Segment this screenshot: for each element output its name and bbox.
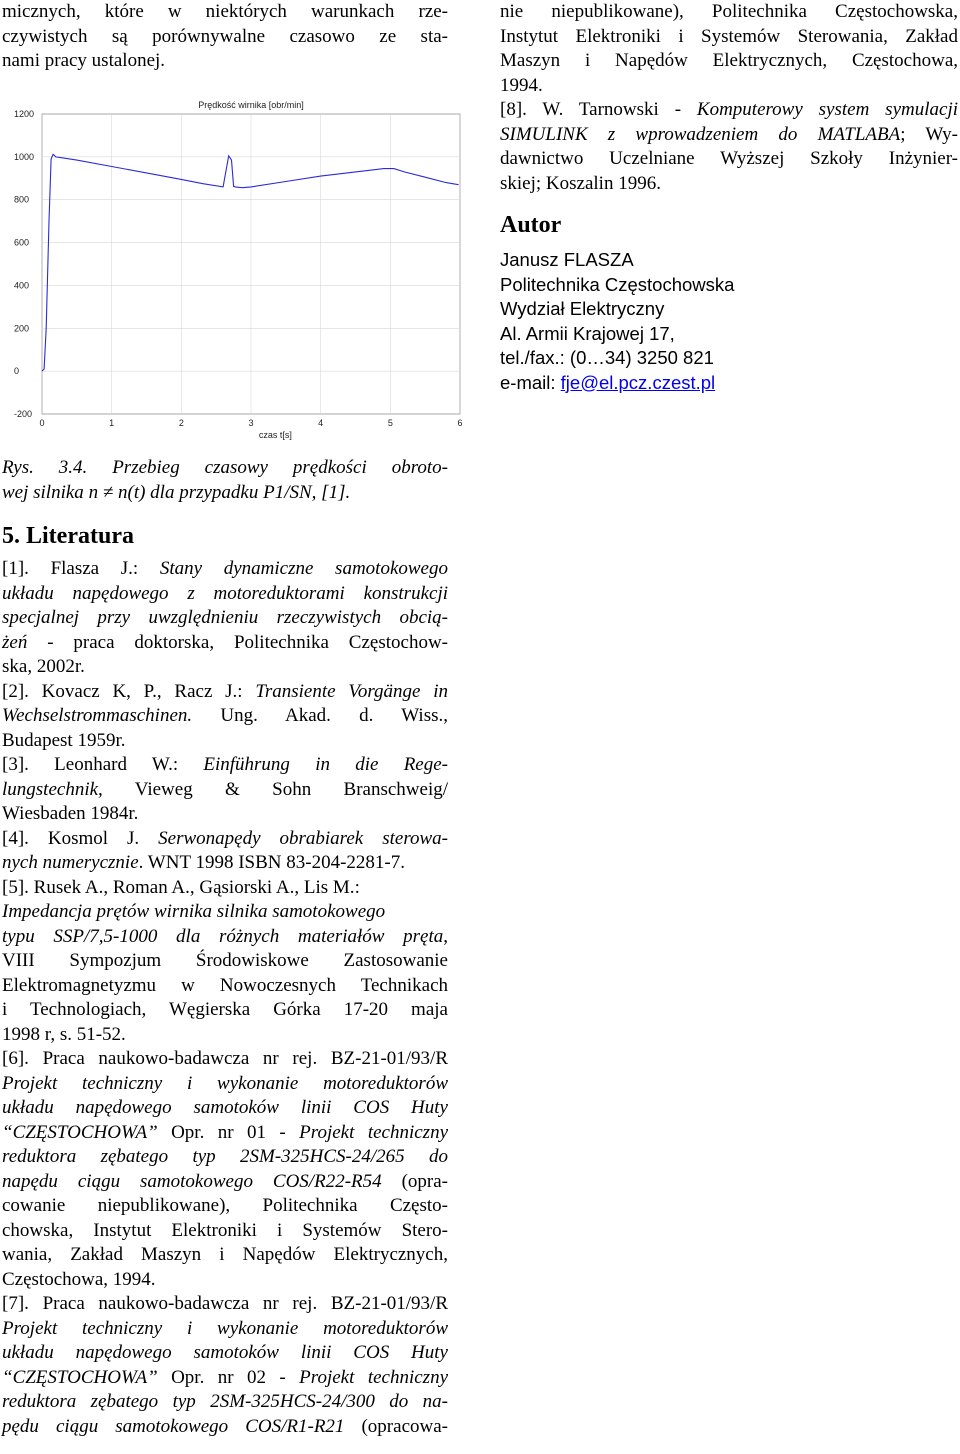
ref-text: Opr. nr 01 - xyxy=(157,1121,300,1143)
y-tick-label: 400 xyxy=(14,280,30,291)
ref-title: “CZĘSTOCHOWA” xyxy=(2,1366,158,1388)
chart-title: Prędkość wirnika [obr/min] xyxy=(198,100,304,110)
ref-title: Projekt techniczny xyxy=(299,1366,448,1388)
ref-title: układu napędowego z motoreduktorami konstrukcji xyxy=(2,582,448,604)
ref-text: Praca naukowo-badawcza nr rej. BZ-21-01/93/R xyxy=(42,1048,449,1069)
reference-6 xyxy=(2,1047,448,1292)
ref-text: skiej; Koszalin 1996. xyxy=(500,172,661,194)
ref-text: VIII Sympozjum Środowiskowe Zastosowanie xyxy=(2,950,448,971)
ref-text: Ung. Akad. d. Wiss., xyxy=(192,705,448,726)
ref-title: lungstechnik, xyxy=(2,778,103,800)
y-tick-label: 200 xyxy=(14,323,30,334)
ref-title: układu napędowego samotoków linii COS Huty xyxy=(2,1097,448,1118)
x-tick-label: 0 xyxy=(39,418,45,428)
reference-8 xyxy=(500,98,958,196)
ref-id: [1]. xyxy=(2,558,29,579)
reference-4 xyxy=(2,827,448,876)
author-street: Al. Armii Krajowej 17, xyxy=(500,322,675,344)
x-tick-label: 2 xyxy=(178,418,184,428)
ref-text: i Technologiach, Węgierska Górka 17-20 maja xyxy=(2,999,448,1020)
intro-line: czywistych są porównywalne czasowo ze sta- xyxy=(2,25,448,47)
intro-line: micznych, które w niektórych warunkach rze- xyxy=(2,1,448,22)
ref-id: [7]. xyxy=(2,1293,29,1314)
ref-title: specjalnej przy uwzględnieniu rzeczywistych obcią- xyxy=(2,607,448,628)
ref-text: . WNT 1998 ISBN 83-204-2281-7. xyxy=(138,852,405,873)
reference-7 xyxy=(2,1292,448,1439)
author-tel: tel./fax.: (0…34) 3250 821 xyxy=(500,347,714,368)
ref-text: ska, 2002r. xyxy=(2,656,85,677)
ref-id: [2]. xyxy=(2,680,29,702)
left-column xyxy=(2,0,448,74)
ref-text: - praca doktorska, Politechnika Częstochow- xyxy=(27,631,448,653)
ref-title: Komputerowy system symulacji xyxy=(696,99,958,120)
x-tick-label: 4 xyxy=(318,418,324,428)
ref-text: Vieweg & Sohn Branschweig/ xyxy=(102,778,448,800)
ref-text: Opr. nr 02 - xyxy=(157,1366,300,1388)
reference-5: [5]. Rusek A., Roman A., Gąsiorski A., Lis M.: Impedancja prętów wirnika silnika samotokowego typu SSP/7,5-1000 dla różnych materiałów pręta, VIII Sympozjum Środowiskowe Zastosowanie Elektromagnetyzmu w Nowoczesnych Technikach i Technologiach, Węgierska Górka 17-20 maja 1998 r, s. 51-52. xyxy=(2,876,448,1048)
right-column xyxy=(500,0,958,395)
reference-3: [3]. Leonhard W.: Einführung in die Rege- lungstechnik, Vieweg & Sohn Branschweig/ Wiesbaden 1984r. xyxy=(2,753,448,827)
left-column-lower xyxy=(2,456,448,1439)
ref-id: [6]. xyxy=(2,1048,29,1069)
ref-id: [3]. xyxy=(2,754,29,775)
ref-title: Projekt techniczny i wykonanie motoreduktorów xyxy=(2,1317,448,1339)
y-tick-label: -200 xyxy=(14,409,33,419)
caption-part: n ≠ n(t) dla przypadku P1/SN, xyxy=(88,481,322,503)
ref-title: pędu ciągu samotokowego COS/R1-R21 xyxy=(2,1415,345,1437)
ref-author: Kosmol J. xyxy=(47,827,140,849)
ref-text: Instytut Elektroniki i Systemów Sterowania, Zakład xyxy=(500,25,958,47)
ref-title: Wechselstrommaschinen. xyxy=(2,705,193,726)
y-tick-label: 1000 xyxy=(14,151,35,162)
author-email-line xyxy=(500,371,958,396)
ref-text: chowska, Instytut Elektroniki i Systemów Stero- xyxy=(2,1219,448,1241)
caption-part: wej silnika xyxy=(2,481,89,503)
ref-text: Wiesbaden 1984r. xyxy=(2,803,139,824)
x-tick-label: 3 xyxy=(248,418,254,428)
ref-title: typu SSP/7,5-1000 dla różnych materiałów pręta xyxy=(2,925,444,947)
y-tick-label: 1200 xyxy=(14,109,35,119)
ref-author: Leonhard W. xyxy=(54,754,173,775)
ref-text: Częstochowa, 1994. xyxy=(2,1268,156,1290)
x-axis-label: czas t[s] xyxy=(258,430,292,440)
ref-title: reduktora zębatego typ 2SM-325HCS-24/300 do na- xyxy=(2,1391,448,1412)
ref-title: SIMULINK z wprowadzeniem do MATLABA xyxy=(500,123,901,145)
ref-title: żeń xyxy=(2,631,28,653)
x-tick-label: 5 xyxy=(387,418,393,428)
ref-title: Einführung in die Rege- xyxy=(203,754,448,775)
ref-author: Kovacz K, P., Racz J. xyxy=(41,680,238,702)
ref-author: Rusek A., Roman A., Gąsiorski A., Lis M. xyxy=(33,876,355,898)
ref-id: [4]. xyxy=(2,827,29,849)
y-tick-label: 800 xyxy=(14,194,30,205)
intro-line: nami pracy ustalonej. xyxy=(2,50,166,71)
ref-title: układu napędowego samotoków linii COS Huty xyxy=(2,1342,448,1363)
x-tick-label: 1 xyxy=(109,418,115,428)
ref-text: (opracowa- xyxy=(344,1415,448,1437)
email-label: e-mail: xyxy=(500,371,561,393)
ref-text: ; Wy- xyxy=(900,123,958,145)
ref-title: reduktora zębatego typ 2SM-325HCS-24/265 do xyxy=(2,1146,448,1167)
ref-text: nie niepublikowane), Politechnika Częstochowska, xyxy=(500,1,958,22)
ref-text: cowanie niepublikowane), Politechnika Często- xyxy=(2,1195,448,1216)
author-dept: Wydział Elektryczny xyxy=(500,298,665,319)
ref-text: - xyxy=(658,99,697,120)
ref-text: Elektromagnetyzmu w Nowoczesnych Technikach xyxy=(2,974,448,996)
ref-text: dawnictwo Uczelniane Wyższej Szkoły Inżynier- xyxy=(500,148,958,169)
y-tick-label: 600 xyxy=(14,237,30,248)
figure-caption xyxy=(2,456,448,481)
author-name: Janusz FLASZA xyxy=(500,249,634,270)
y-tick-label: 0 xyxy=(14,366,20,377)
author-org: Politechnika Częstochowska xyxy=(500,273,735,295)
caption-line1: Rys. 3.4. Przebieg czasowy prędkości obroto- xyxy=(2,457,448,478)
ref-text: (opra- xyxy=(381,1170,449,1192)
ref-title: Projekt techniczny i wykonanie motoreduktorów xyxy=(2,1072,448,1094)
ref-title: Transiente Vorgänge in xyxy=(255,680,448,702)
ref-title: “CZĘSTOCHOWA” xyxy=(2,1121,158,1143)
ref-title: Impedancja prętów wirnika silnika samotokowego xyxy=(2,901,386,922)
ref-title: Serwonapędy obrabiarek sterowa- xyxy=(158,827,449,849)
author-block xyxy=(500,248,958,395)
caption-ref: [1]. xyxy=(321,481,351,503)
ref-text: wania, Zakład Maszyn i Napędów Elektrycznych, xyxy=(2,1244,448,1265)
ref-id: [8]. W. Tarnowski xyxy=(500,99,659,120)
reference-1: [1]. Flasza J.: Stany dynamiczne samotokowego układu napędowego z motoreduktorami konstrukcji specjalnej przy uwzględnieniu rzeczywistych obcią- żeń - praca doktorska, Politechnika Częstochow- ska, 2002r. xyxy=(2,557,448,680)
ref-title: Stany dynamiczne samotokowego xyxy=(159,558,448,579)
ref-text: Budapest 1959r. xyxy=(2,729,126,751)
ref-text: Maszyn i Napędów Elektrycznych, Częstochowa, xyxy=(500,50,958,71)
speed-chart xyxy=(0,96,470,442)
ref-author: Flasza J. xyxy=(50,558,133,579)
ref-text: 1998 r, s. 51-52. xyxy=(2,1023,126,1045)
ref-id: [5]. xyxy=(2,876,29,898)
email-link[interactable]: fje@el.pcz.czest.pl xyxy=(560,371,716,393)
reference-2: [2]. Kovacz K, P., Racz J.: Transiente Vorgänge in Wechselstrommaschinen. Ung. Akad. d. Wiss., Budapest 1959r. xyxy=(2,680,448,754)
ref-title: Projekt techniczny xyxy=(299,1121,448,1143)
figure-caption-line2 xyxy=(2,481,448,506)
ref-text: 1994. xyxy=(500,74,543,96)
section-heading-autor: Autor xyxy=(500,212,562,238)
section-heading-literatura: 5. Literatura xyxy=(2,523,134,549)
ref-text: Praca naukowo-badawcza nr rej. BZ-21-01/93/R xyxy=(42,1293,449,1314)
x-tick-label: 6 xyxy=(457,418,463,428)
ref-title: nych numerycznie xyxy=(2,852,139,873)
ref-title: napędu ciągu samotokowego COS/R22-R54 xyxy=(2,1170,382,1192)
